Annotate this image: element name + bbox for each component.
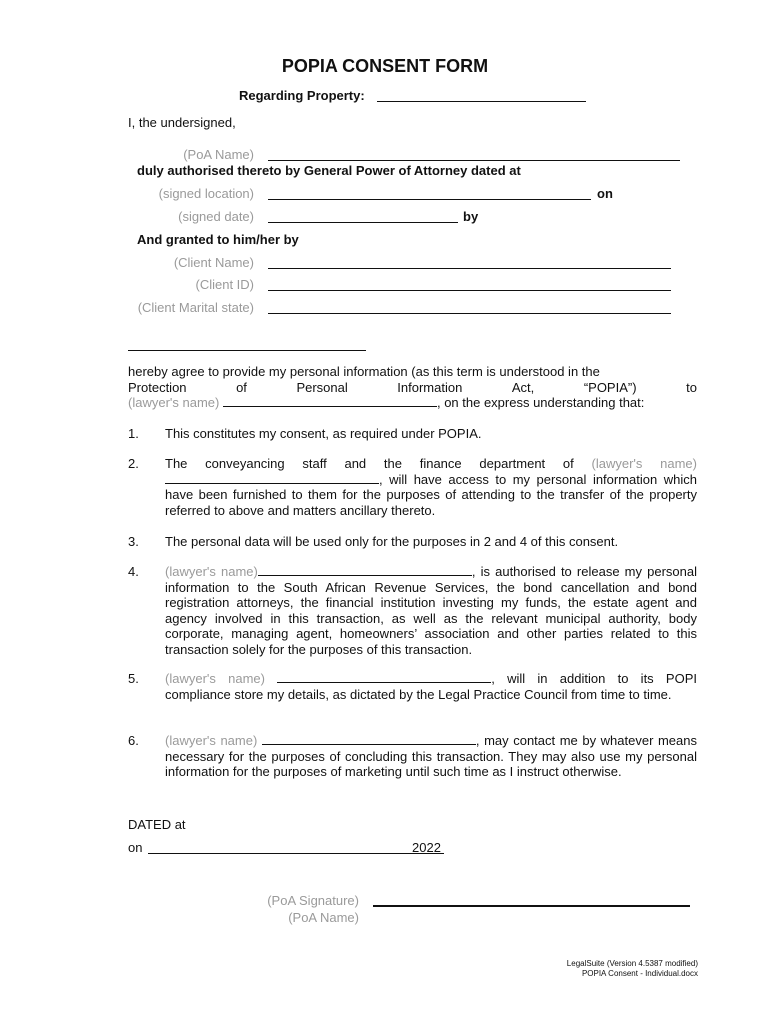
item-number: 2. <box>128 456 139 471</box>
item-number: 3. <box>128 534 139 549</box>
item-2-tail: , will have access to my personal information which have been furnished to them for the purposes of attending to the transfer of the property referred to above and matters ancillary thereto. <box>165 471 697 518</box>
item-6-text <box>165 733 697 780</box>
lawyers-name-placeholder: (lawyer's name) <box>165 564 258 579</box>
hereby-paragraph <box>128 364 697 411</box>
client-id-label: (Client ID) <box>195 277 254 292</box>
poa-name-label: (PoA Name) <box>183 147 254 162</box>
lawyers-name-placeholder: (lawyer's name) <box>128 395 220 410</box>
item-number: 1. <box>128 426 139 441</box>
lawyers-name-field[interactable] <box>165 472 379 484</box>
poa-signature-field[interactable] <box>373 905 690 907</box>
item-6-tail: , may contact me by whatever means necessary for the purposes of concluding this transaction. They may also use my personal information for the purposes of marketing until such time as I instruct otherwise. <box>165 733 697 779</box>
item-number: 6. <box>128 733 139 748</box>
signed-date-label: (signed date) <box>178 209 254 224</box>
poa-name-field[interactable] <box>268 160 680 161</box>
item-5-tail: , will in addition to its POPI compliance store my details, as dictated by the Legal Practice Council from time to time. <box>165 671 697 702</box>
word: “POPIA”) <box>583 379 637 395</box>
dated-on-label: on <box>128 840 143 855</box>
duly-authorised-text: duly authorised thereto by General Power of Attorney dated at <box>137 163 521 178</box>
word: Information <box>397 379 463 395</box>
item-number: 4. <box>128 564 139 579</box>
word: Protection <box>128 379 187 395</box>
lawyers-name-placeholder: (lawyer's name) <box>591 456 697 471</box>
item-1-text: This constitutes my consent, as required under POPIA. <box>165 426 482 441</box>
word: to <box>686 379 697 395</box>
item-4-tail: , is authorised to release my personal information to the South African Revenue Services, the bond cancellation and bond registration attorneys, the financial institution investing my funds, the estate agent and agency involved in this transaction, as well as the relevant municipal authority, body corporate, managing agent, homeowners’ association and other parties related to this transaction solely for the purposes of this transaction. <box>165 564 697 657</box>
word: of <box>236 379 247 395</box>
granted-text: And granted to him/her by <box>137 232 299 247</box>
client-id-field[interactable] <box>268 290 671 291</box>
client-marital-field[interactable] <box>268 313 671 314</box>
poa-name-sign-label: (PoA Name) <box>288 910 359 925</box>
hereby-line-3 <box>128 395 697 411</box>
client-name-field[interactable] <box>268 268 671 269</box>
footer <box>567 959 698 979</box>
lawyers-name-placeholder: (lawyer's name) <box>165 733 258 748</box>
hereby-tail: , on the express understanding that: <box>436 395 645 410</box>
signed-location-field[interactable] <box>268 199 591 200</box>
footer-version: LegalSuite (Version 4.5387 modified) <box>566 959 698 968</box>
hereby-line-1: hereby agree to provide my personal information (as this term is understood in the <box>128 364 600 379</box>
lawyers-name-field[interactable] <box>262 733 476 745</box>
client-marital-label: (Client Marital state) <box>137 300 254 315</box>
lawyers-name-field[interactable] <box>223 395 437 407</box>
poa-signature-label: (PoA Signature) <box>267 893 359 908</box>
dated-on-field[interactable] <box>148 853 444 854</box>
lawyers-name-placeholder: (lawyer's name) <box>165 671 265 686</box>
item-3-text: The personal data will be used only for the purposes in 2 and 4 of this consent. <box>165 534 619 549</box>
year-text: 2022 <box>412 840 441 855</box>
page-title: POPIA CONSENT FORM <box>281 56 489 76</box>
lawyers-name-field[interactable] <box>258 564 472 576</box>
signed-date-field[interactable] <box>268 222 458 223</box>
blank-signature-line[interactable] <box>128 350 366 351</box>
item-number: 5. <box>128 671 139 686</box>
hereby-line-2 <box>128 380 697 396</box>
item-2-lead: The conveyancing staff and the finance department of <box>165 456 574 471</box>
undersigned-text: I, the undersigned, <box>128 115 236 130</box>
dated-at-label: DATED at <box>128 817 186 832</box>
regarding-property-field[interactable] <box>377 101 586 102</box>
item-2-text <box>165 456 697 518</box>
word: Act, <box>511 379 535 395</box>
signed-location-label: (signed location) <box>158 186 254 201</box>
item-5-text <box>165 671 697 702</box>
item-4-text <box>165 564 697 657</box>
lawyers-name-field[interactable] <box>277 671 491 683</box>
regarding-property-label: Regarding Property: <box>239 88 365 103</box>
on-word: on <box>597 186 613 201</box>
footer-filename: POPIA Consent - Individual.docx <box>581 969 698 978</box>
client-name-label: (Client Name) <box>173 255 254 270</box>
by-word: by <box>463 209 479 224</box>
word: Personal <box>296 379 348 395</box>
